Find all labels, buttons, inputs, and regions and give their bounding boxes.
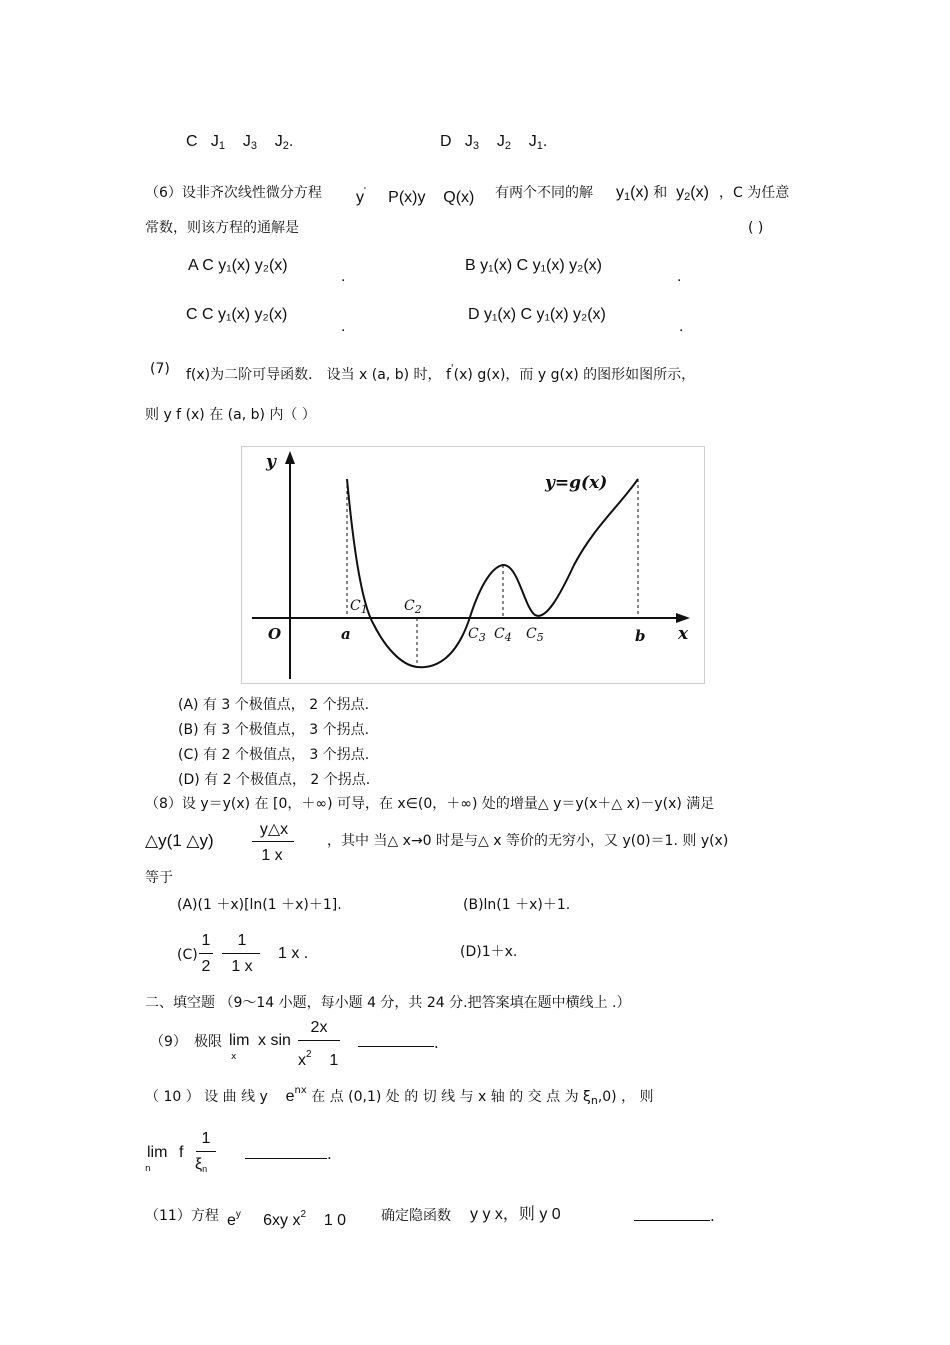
q8-frac-num: y△x (259, 821, 289, 838)
q9-expr: x sin (258, 1032, 291, 1049)
q6-mid-text: 有两个不同的解 (495, 185, 593, 201)
q6-lead: （6）设非齐次线性微分方程 (145, 185, 322, 201)
q7-option-b: (B) 有 3 个极值点， 3 个拐点. (178, 722, 370, 738)
q6-option-c-dot: . (341, 318, 346, 335)
graph-svg (242, 447, 704, 683)
q8-line3: 等于 (145, 870, 173, 886)
q8-option-a: (A)(1 ＋x)[ln(1 ＋x)＋1]. (177, 897, 342, 913)
q5-option-c: C J1 J3 J2. (186, 133, 294, 152)
graph-x-label: x (678, 624, 689, 644)
q6-option-a-dot: . (341, 268, 346, 285)
q10-frac-den: ξn (195, 1156, 208, 1174)
q6-option-b: B y₁(x) C y₁(x) y₂(x) (465, 257, 602, 274)
q5-option-d: D J3 J2 J1. (440, 133, 548, 152)
graph-c5-label: $C_5$ (526, 626, 544, 644)
q7-graph (241, 446, 705, 684)
q9-answer-blank[interactable] (358, 1046, 434, 1047)
q10-lim-sub: n (145, 1164, 151, 1174)
q7-number: (7) (150, 361, 170, 377)
y-axis-arrow-icon (285, 451, 295, 464)
q10-dot: . (327, 1145, 332, 1163)
q6-tail: ，C 为任意 (719, 185, 790, 201)
graph-c1-label: $C_1$ (350, 598, 368, 616)
q8-option-c-label: (C) (177, 947, 198, 963)
q6-option-b-dot: . (677, 268, 682, 285)
q11-text: 确定隐函数 (381, 1208, 451, 1224)
q9-number: （9） (150, 1034, 187, 1050)
q11-answer-blank[interactable] (634, 1220, 710, 1221)
q7-line2: 则 y f (x) 在 (a, b) 内（ ） (145, 407, 316, 423)
q11-lead: （11）方程 (145, 1208, 219, 1224)
q10-answer-blank[interactable] (245, 1158, 327, 1159)
q7-option-a: (A) 有 3 个极值点， 2 个拐点. (178, 697, 370, 713)
q8-lhs: △y(1 △y) (145, 831, 214, 850)
curve-g (347, 479, 638, 667)
graph-y-label: y (266, 452, 276, 472)
section-fill-blank-heading: 二、填空题 （9～14 小题，每小题 4 分，共 24 分.把答案填在题中横线上 .） (145, 995, 631, 1011)
q7-text1: f(x)为二阶可导函数． 设当 x (a, b) 时， f'(x) g(x)，而 y g(x) 的图形如图所示， (186, 363, 696, 383)
q11-equation: $e^y$ 6xy $x^2$ 1 0 (227, 1209, 347, 1229)
graph-c2-label: $C_2$ (404, 598, 422, 616)
q8-frac-den: 1 x (261, 847, 283, 864)
q8-c-frac2-bar (222, 953, 260, 954)
q8-frac-bar (252, 841, 294, 842)
q8-c-frac1-bar (199, 953, 213, 954)
q8-c-tail: 1 x . (278, 945, 309, 962)
q9-frac-bar (298, 1040, 340, 1041)
q6-option-d: D y₁(x) C y₁(x) y₂(x) (468, 306, 606, 323)
q6-option-d-dot: . (679, 318, 684, 335)
x-axis-arrow-icon (676, 613, 690, 623)
q8-c-frac2-den: 1 x (231, 958, 253, 975)
q10-frac-num: 1 (201, 1130, 211, 1147)
q9-frac-den: $x^2$ 1 (298, 1049, 339, 1069)
graph-b-label: b (635, 627, 646, 645)
graph-origin-label: O (268, 625, 282, 643)
q9-frac-num: 2x (310, 1019, 328, 1036)
q6-answer-paren: ( ) (748, 220, 764, 236)
graph-c4-label: $C_4$ (494, 626, 512, 644)
q8-c-frac1-num: 1 (201, 932, 211, 949)
q10-lim: lim (147, 1144, 168, 1161)
q8-c-frac1-den: 2 (201, 958, 211, 975)
q9-lim-label: 极限 (194, 1034, 222, 1050)
q11-dot: . (710, 1207, 715, 1225)
q6-solutions: y1(x) 和 y2(x) (616, 184, 709, 203)
q7-option-c: (C) 有 2 个极值点， 3 个拐点. (178, 747, 370, 763)
q9-lim: lim (229, 1032, 250, 1049)
q11-eq: y y x，则 y 0 (470, 1206, 561, 1223)
q6-option-a: A C y₁(x) y₂(x) (188, 257, 288, 274)
graph-c3-label: $C_3$ (468, 626, 486, 644)
q8-line1: （8）设 y＝y(x) 在 [0，＋∞) 可导，在 x∈(0，＋∞) 处的增量△ y＝y(x＋△ x)－y(x) 满足 (145, 796, 715, 812)
q10-f: f (179, 1144, 184, 1161)
q10-line1: （ 10 ） 设 曲 线 y $e^{nx}$ 在 点 (0,1) 处 的 切 线 与 x 轴 的 交 点 为 $\xi_n,0$) ， 则 (145, 1085, 654, 1107)
q8-option-d: (D)1＋x. (460, 944, 518, 960)
q8-option-b: (B)ln(1 ＋x)＋1. (463, 897, 571, 913)
q6-equation: y' P(x)y Q(x) (356, 186, 475, 206)
q7-option-d: (D) 有 2 个极值点， 2 个拐点. (178, 772, 371, 788)
q8-rest: ，其中 当△ x→0 时是与△ x 等价的无穷小，又 y(0)＝1. 则 y(x) (327, 833, 729, 849)
q9-dot: . (434, 1034, 439, 1052)
graph-a-label: a (341, 625, 351, 643)
q8-c-frac2-num: 1 (237, 932, 247, 949)
q6-line2: 常数，则该方程的通解是 (145, 220, 299, 236)
q6-option-c: C C y₁(x) y₂(x) (186, 306, 288, 323)
q10-frac-bar (196, 1151, 216, 1152)
q9-lim-sub: x (231, 1052, 237, 1062)
graph-curve-label: y=g(x) (545, 473, 608, 493)
